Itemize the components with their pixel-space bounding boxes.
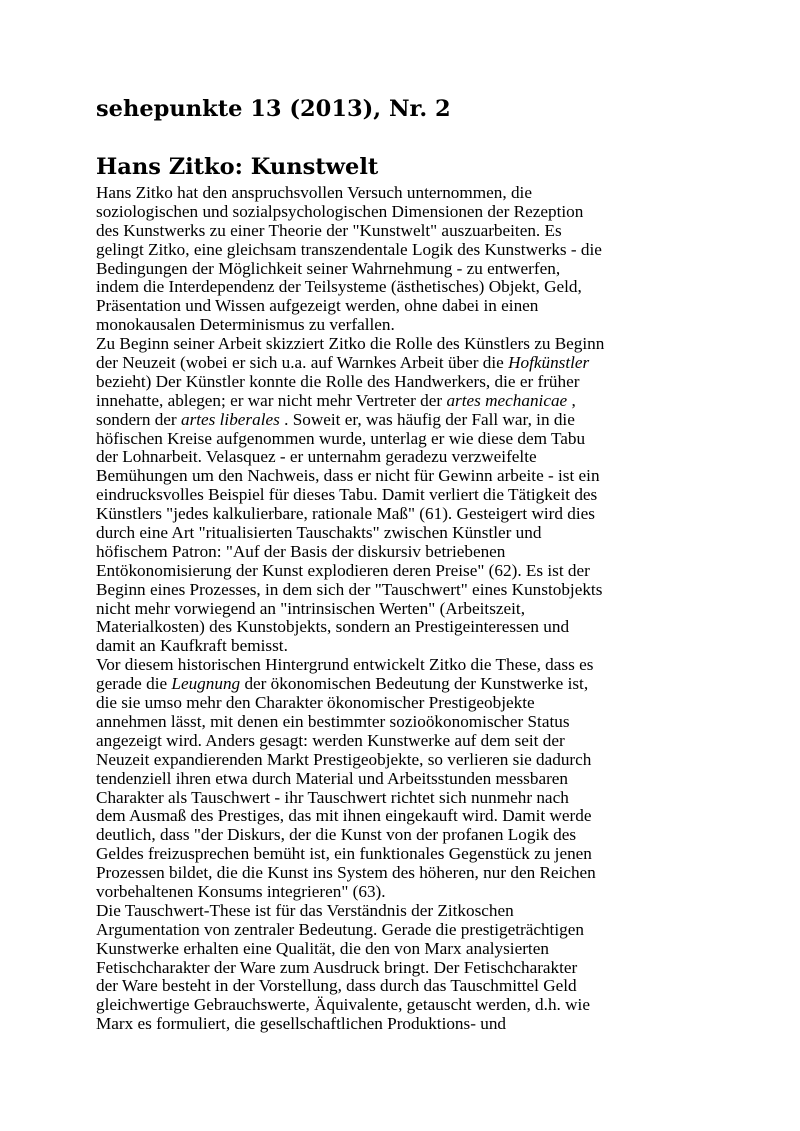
text-segment: des Kunstwerks zu einer Theorie der "Kunstwelt" auszuarbeiten. Es (96, 220, 562, 240)
italic-term: Leugnung (171, 674, 241, 694)
text-segment: höfischem Patron: "Auf der Basis der diskursiv betriebenen (96, 541, 506, 561)
text-line (96, 411, 716, 430)
text-line (96, 751, 716, 770)
text-line (96, 694, 716, 713)
text-line (96, 864, 716, 883)
text-segment: durch eine Art "ritualisierten Tauschakts" zwischen Künstler und (96, 523, 542, 543)
text-segment: Die Tauschwert-These ist für das Verständnis der Zitkoschen (96, 900, 514, 920)
text-segment: soziologischen und sozialpsychologischen Dimensionen der Rezeption (96, 201, 584, 221)
italic-term: artes mechanicae (446, 390, 568, 410)
text-segment: der Lohnarbeit. Velasquez - er unternahm geradezu verzweifelte (96, 447, 537, 467)
text-segment: Kunstwerke erhalten eine Qualität, die den von Marx analysierten (96, 938, 549, 958)
text-segment: indem die Interdependenz der Teilsysteme (ästhetisches) Objekt, Geld, (96, 277, 582, 297)
text-segment: tendenziell ihren etwa durch Material und Arbeitsstunden messbaren (96, 768, 569, 788)
text-segment: Argumentation von zentraler Bedeutung. Gerade die prestigeträchtigen (96, 919, 584, 939)
text-segment: Zu Beginn seiner Arbeit skizziert Zitko die Rolle des Künstlers zu Beginn (96, 334, 605, 354)
text-segment: Vor diesem historischen Hintergrund entwickelt Zitko die These, dass es (96, 655, 594, 675)
text-line (96, 354, 716, 373)
text-segment: Beginn eines Prozesses, in dem sich der "Tauschwert" eines Kunstobjekts (96, 579, 603, 599)
article-title: Hans Zitko: Kunstwelt (96, 154, 379, 180)
text-line (96, 959, 716, 978)
text-line (96, 278, 716, 297)
text-line (96, 562, 716, 581)
text-segment: sondern der (96, 409, 181, 429)
text-line (96, 807, 716, 826)
article-body (96, 184, 716, 1034)
text-line (96, 600, 716, 619)
document-page (96, 92, 716, 1034)
text-segment: gleichwertige Gebrauchswerte, Äquivalente, getauscht werden, d.h. wie (96, 995, 590, 1015)
text-segment: Bemühungen um den Nachweis, dass er nicht für Gewinn arbeite - ist ein (96, 466, 600, 486)
text-segment: dem Ausmaß des Prestiges, das mit ihnen eingekauft wird. Damit werde (96, 806, 592, 826)
text-line (96, 826, 716, 845)
text-line (96, 467, 716, 486)
text-line (96, 902, 716, 921)
text-line (96, 222, 716, 241)
text-segment: bezieht) Der Künstler konnte die Rolle des Handwerkers, die er früher (96, 371, 580, 391)
text-segment: vorbehaltenen Konsums integrieren" (63). (96, 881, 386, 901)
text-segment: Hans Zitko hat den anspruchsvollen Versuch unternommen, die (96, 183, 532, 202)
paragraph (96, 184, 716, 335)
text-line (96, 297, 716, 316)
text-segment: Charakter als Tauschwert - ihr Tauschwert richtet sich nunmehr nach (96, 787, 569, 807)
text-segment: der ökonomischen Bedeutung der Kunstwerke ist, (240, 674, 589, 694)
text-segment: . Soweit er, was häufig der Fall war, in die (279, 409, 575, 429)
text-segment: nicht mehr vorwiegend an "intrinsischen Werten" (Arbeitszeit, (96, 598, 525, 618)
paragraph (96, 902, 716, 1034)
paragraph (96, 335, 716, 656)
text-segment: angezeigt wird. Anders gesagt: werden Kunstwerke auf dem seit der (96, 730, 565, 750)
text-line (96, 977, 716, 996)
text-line (96, 996, 716, 1015)
italic-term: artes liberales (180, 409, 280, 429)
text-line (96, 656, 716, 675)
journal-title: sehepunkte 13 (2013), Nr. 2 (96, 96, 451, 122)
text-line (96, 184, 716, 203)
text-line (96, 675, 716, 694)
text-segment: Bedingungen der Möglichkeit seiner Wahrnehmung - zu entwerfen, (96, 258, 561, 278)
text-segment: annehmen lässt, mit denen ein bestimmter sozioökonomischer Status (96, 711, 570, 731)
text-segment: Entökonomisierung der Kunst explodieren deren Preise" (62). Es ist der (96, 560, 590, 580)
text-line (96, 392, 716, 411)
text-segment: Präsentation und Wissen aufgezeigt werden, ohne dabei in einen (96, 296, 539, 316)
text-line (96, 883, 716, 902)
text-line (96, 448, 716, 467)
text-line (96, 789, 716, 808)
text-segment: Marx es formuliert, die gesellschaftlichen Produktions- und (96, 1014, 507, 1034)
text-line (96, 373, 716, 392)
text-line (96, 335, 716, 354)
text-segment: Prozessen bildet, die die Kunst ins System des höheren, nur den Reichen (96, 863, 596, 883)
text-segment: gelingt Zitko, eine gleichsam transzendentale Logik des Kunstwerks - die (96, 239, 602, 259)
paragraph (96, 656, 716, 902)
text-segment: Materialkosten) des Kunstobjekts, sondern an Prestigeinteressen und (96, 617, 570, 637)
text-segment: Geldes freizusprechen bemüht ist, ein funktionales Gegenstück zu jenen (96, 844, 592, 864)
text-line (96, 637, 716, 656)
text-segment: eindrucksvolles Beispiel für dieses Tabu. Damit verliert die Tätigkeit des (96, 485, 598, 505)
text-line (96, 940, 716, 959)
text-line (96, 770, 716, 789)
text-segment: deutlich, dass "der Diskurs, der die Kunst von der profanen Logik des (96, 825, 577, 845)
text-line (96, 486, 716, 505)
text-line (96, 921, 716, 940)
text-line (96, 543, 716, 562)
text-line (96, 203, 716, 222)
text-line (96, 732, 716, 751)
text-line (96, 524, 716, 543)
text-line (96, 316, 716, 335)
text-line (96, 430, 716, 449)
text-segment: der Neuzeit (wobei er sich u.a. auf Warnkes Arbeit über die (96, 353, 509, 373)
text-segment: Künstlers "jedes kalkulierbare, rationale Maß" (61). Gesteigert wird dies (96, 504, 595, 524)
text-segment: innehatte, ablegen; er war nicht mehr Vertreter der (96, 390, 447, 410)
text-line (96, 505, 716, 524)
text-line (96, 713, 716, 732)
text-segment: der Ware besteht in der Vorstellung, dass durch das Tauschmittel Geld (96, 976, 577, 996)
text-line (96, 241, 716, 260)
text-segment: damit an Kaufkraft bemisst. (96, 636, 288, 656)
text-segment: gerade die (96, 674, 172, 694)
text-line (96, 1015, 716, 1034)
text-segment: die sie umso mehr den Charakter ökonomischer Prestigeobjekte (96, 693, 535, 713)
italic-term: Hofkünstler (508, 353, 590, 373)
text-line (96, 845, 716, 864)
text-segment: monokausalen Determinismus zu verfallen. (96, 315, 395, 335)
text-segment: höfischen Kreise aufgenommen wurde, unterlag er wie diese dem Tabu (96, 428, 586, 448)
text-segment: , (567, 390, 576, 410)
text-segment: Neuzeit expandierenden Markt Prestigeobjekte, so verlieren sie dadurch (96, 749, 592, 769)
text-line (96, 260, 716, 279)
text-segment: Fetischcharakter der Ware zum Ausdruck bringt. Der Fetischcharakter (96, 957, 578, 977)
text-line (96, 581, 716, 600)
text-line (96, 618, 716, 637)
